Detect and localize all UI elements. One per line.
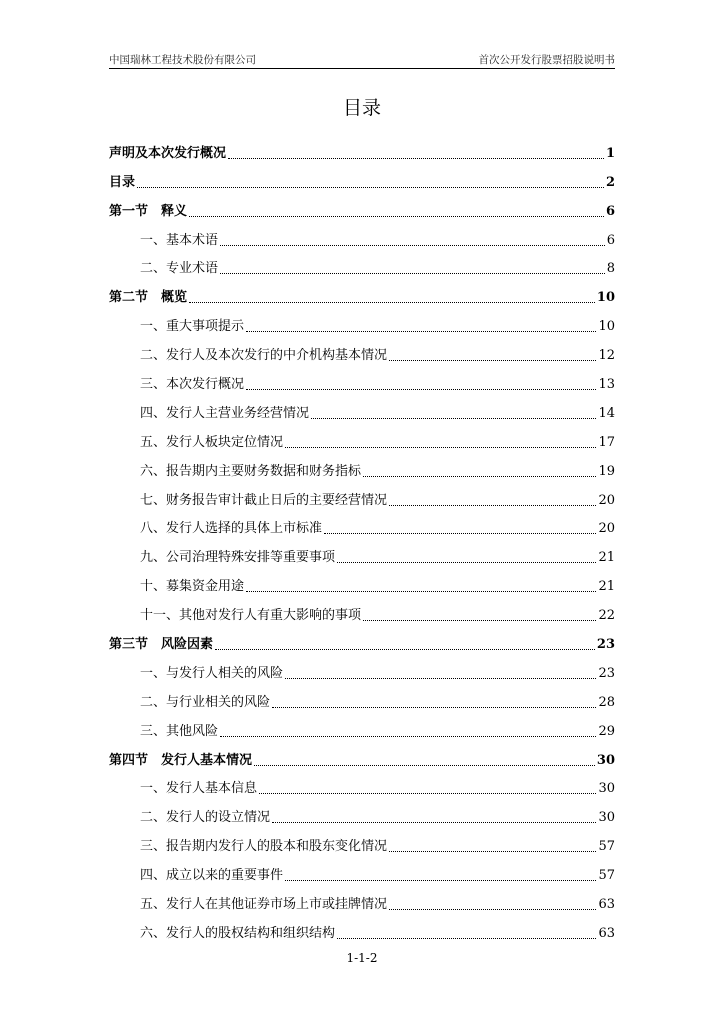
toc-entry-page: 12 [598,348,615,364]
toc-dot-leader [246,591,596,592]
toc-subsection-entry[interactable] [109,917,615,946]
toc-entry-page: 14 [598,405,615,421]
toc-entry-label: 六、发行人的股权结构和组织结构 [140,925,336,941]
toc-entry-label: 一、发行人基本信息 [140,781,258,797]
toc-entry-page: 1 [605,145,615,161]
toc-dot-leader [389,505,596,506]
toc-entry-page: 23 [596,637,615,653]
toc-entry-label: 第二节 概览 [109,290,188,306]
toc-entry-label: 二、与行业相关的风险 [140,694,271,710]
toc-dot-leader [220,273,605,274]
toc-entry-page: 29 [598,723,615,739]
toc-entry-label: 第三节 风险因素 [109,637,214,653]
toc-entry-page: 6 [606,232,615,248]
toc-subsection-entry[interactable] [109,657,615,686]
toc-entry-label: 三、报告期内发行人的股本和股东变化情况 [140,839,388,855]
toc-entry-label: 七、财务报告审计截止日后的主要经营情况 [140,492,388,508]
toc-heading: 目录 [342,97,381,119]
toc-entry-page: 21 [598,579,615,595]
toc-dot-leader [189,302,595,303]
toc-subsection-entry[interactable] [109,224,615,253]
toc-entry-page: 2 [605,174,615,190]
toc-dot-leader [389,360,596,361]
toc-subsection-entry[interactable] [109,253,615,282]
header-company-name: 中国瑞林工程技术股份有限公司 [109,54,256,66]
toc-section-entry[interactable] [109,195,615,224]
toc-entry-page: 30 [598,810,615,826]
toc-dot-leader [215,649,595,650]
toc-entry-page: 19 [598,463,615,479]
toc-entry-label: 二、专业术语 [140,261,219,277]
running-header [109,52,615,69]
toc-entry-label: 二、发行人的设立情况 [140,810,271,826]
toc-subsection-entry[interactable] [109,888,615,917]
toc-entry-label: 一、基本术语 [140,232,219,248]
toc-subsection-entry[interactable] [109,570,615,599]
toc-subsection-entry[interactable] [109,830,615,859]
toc-entry-label: 一、重大事项提示 [140,319,245,335]
toc-dot-leader [189,216,604,217]
toc-entry-page: 22 [598,608,615,624]
toc-dot-leader [220,245,605,246]
toc-entry-label: 十、募集资金用途 [140,579,245,595]
toc-dot-leader [246,331,596,332]
toc-entry-label: 第一节 释义 [109,203,188,219]
toc-dot-leader [220,736,596,737]
toc-entry-page: 21 [598,550,615,566]
toc-entry-page: 6 [605,203,615,219]
toc-dot-leader [363,620,596,621]
toc-entry-page: 20 [598,492,615,508]
toc-entry-label: 六、报告期内主要财务数据和财务指标 [140,463,362,479]
toc-subsection-entry[interactable] [109,339,615,368]
toc-dot-leader [389,909,596,910]
toc-entry-page: 57 [598,839,615,855]
toc-dot-leader [337,938,596,939]
toc-section-entry[interactable] [109,137,615,166]
toc-entry-page: 10 [596,290,615,306]
toc-entry-page: 17 [598,434,615,450]
toc-subsection-entry[interactable] [109,801,615,830]
toc-entry-page: 20 [598,521,615,537]
toc-entry-page: 57 [598,868,615,884]
toc-entry-page: 8 [606,261,615,277]
toc-dot-leader [324,533,596,534]
toc-subsection-entry[interactable] [109,541,615,570]
page-number: 1-1-2 [346,951,378,965]
toc-entry-label: 三、本次发行概况 [140,377,245,393]
toc-subsection-entry[interactable] [109,368,615,397]
toc-entry-label: 五、发行人在其他证券市场上市或挂牌情况 [140,897,388,913]
toc-entry-label: 四、成立以来的重要事件 [140,868,284,884]
toc-entry-label: 九、公司治理特殊安排等重要事项 [140,550,336,566]
toc-entry-page: 13 [598,377,615,393]
toc-subsection-entry[interactable] [109,859,615,888]
toc-subsection-entry[interactable] [109,599,615,628]
toc-dot-leader [254,765,595,766]
toc-entry-label: 五、发行人板块定位情况 [140,434,284,450]
toc-section-entry[interactable] [109,281,615,310]
toc-entry-page: 30 [596,752,615,768]
toc-dot-leader [337,562,596,563]
toc-subsection-entry[interactable] [109,686,615,715]
toc-entry-page: 23 [598,665,615,681]
toc-section-entry[interactable] [109,744,615,773]
toc-subsection-entry[interactable] [109,513,615,542]
toc-subsection-entry[interactable] [109,310,615,339]
toc-section-entry[interactable] [109,166,615,195]
toc-entry-page: 28 [598,694,615,710]
toc-subsection-entry[interactable] [109,715,615,744]
toc-entry-page: 30 [598,781,615,797]
toc-entry-page: 63 [598,925,615,941]
toc-entry-label: 目录 [109,174,136,190]
toc-entry-label: 四、发行人主营业务经营情况 [140,405,310,421]
toc-dot-leader [137,187,604,188]
toc-entry-label: 十一、其他对发行人有重大影响的事项 [140,608,362,624]
toc-subsection-entry[interactable] [109,773,615,802]
toc-dot-leader [311,418,596,419]
toc-entry-page: 10 [598,319,615,335]
toc-dot-leader [228,158,604,159]
toc-entry-page: 63 [598,897,615,913]
toc-dot-leader [389,851,596,852]
table-of-contents [109,137,615,946]
toc-dot-leader [285,880,596,881]
toc-entry-label: 一、与发行人相关的风险 [140,665,284,681]
toc-dot-leader [285,447,596,448]
toc-dot-leader [272,707,596,708]
toc-subsection-entry[interactable] [109,455,615,484]
toc-entry-label: 八、发行人选择的具体上市标准 [140,521,323,537]
toc-dot-leader [363,476,596,477]
toc-dot-leader [285,678,596,679]
toc-subsection-entry[interactable] [109,484,615,513]
toc-entry-label: 第四节 发行人基本情况 [109,752,253,768]
toc-entry-label: 三、其他风险 [140,723,219,739]
toc-section-entry[interactable] [109,628,615,657]
toc-subsection-entry[interactable] [109,397,615,426]
toc-subsection-entry[interactable] [109,426,615,455]
header-document-title: 首次公开发行股票招股说明书 [478,54,615,66]
toc-dot-leader [272,822,596,823]
toc-entry-label: 声明及本次发行概况 [109,145,227,161]
toc-dot-leader [259,793,596,794]
toc-dot-leader [246,389,596,390]
toc-entry-label: 二、发行人及本次发行的中介机构基本情况 [140,348,388,364]
